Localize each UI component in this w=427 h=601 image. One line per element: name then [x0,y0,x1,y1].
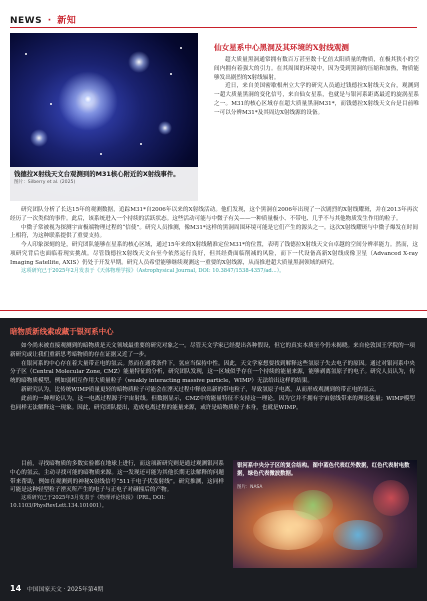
article1-paragraph-5: 今人印象深刻的是，研究团队能够在星系的核心区域，通过15年来的X射线精准定位M31*的位置，表明了钱德拉X射线天文台卓越的空间分辨率能力。然而，这项研究背后也面临着现实挑战。尽管钱德拉X射线天文台至今依然运行良好，但其经费面临削减的风险，而下一代设备高新X射线成像卫星（Advanced X-ray Imaging Satellite, AXIS）仍处于开发早期。研究人员希望能够继续观测这一重要的X射线源，从而推进超大质量黑洞领域的研究。 [10,242,418,266]
article2-image-credit: 图片：NASA [237,485,263,490]
article2-paragraph-1: 如今尚未被直接观测到的暗物质是天文领域最重要的研究对象之一。尽管天文学家已经提出各种假设，但它的真实本质至今仍未揭晓。来自伦敦国王学院的一项新研究或让我们重新思考暗物质的存在证据又近了一步。 [10,343,415,358]
header-news-label: NEWS [10,16,43,26]
page-number: 14 [10,584,22,593]
article2-paragraph-4: 此前的一种理论认为，这一电离过程源于宇宙射线。但数据显示，CMZ中的能量特征不支持这一理论，因为它并不拥有宇宙射线带来的理论能量；WIMP模型也同样无法解释这一现象。因此，研究团队提出，造成电离过程的能量来源，或许是暗物质粒子本身，也就是WIMP。 [10,395,415,411]
article2-source: 这项研究已于2025年3月发表于《物理评论快报》（PRL, DOI: 10.1103/PhysRevLett.134.101001）。 [10,495,166,510]
article1-title: 仙女星系中心黑洞及其环境的X射线观测 [214,43,349,52]
article1-image [10,33,198,201]
article2-image [233,460,417,568]
article2-image-caption: 银河系中央分子区的复合结构。图中蓝色代表红外数据，红色代表射电数据，绿色代表微波数据。 [237,463,410,477]
article2-title: 暗物质新线索或藏于银河系中心 [10,327,114,336]
article1-paragraph-2: 近日，来自美国密歇根州立大学的研究人员通过钱德拉X射线天文台，观测到一超大质量黑洞的变化信号，来自仙女星系，也就是与银河系距离最近的旋涡星系之一。M31的核心区域存在超大质量黑洞M31*，而钱德拉X射线天文台是目前唯一可以分辨M31*及其周边X射线源的设备。 [214,83,419,116]
page-footer [10,584,103,593]
header-section-label: 新知 [57,16,77,26]
article-divider [0,310,427,311]
header-rule [10,27,417,28]
section-header [10,13,76,25]
article2-paragraph-5: 目前，寻找暗物质的多数实验都在地球上进行，而这项新研究则是通过观测银河系中心的氢云，主动寻找可能的暗物质来源。这一发现还可能为其他长期无法解释的问题带来帮助，例如在观测到的神秘X射线信号“511千电子伏发射线”。研究推测，这同样可能是这种轻型粒子湮灭所产生的电子与正电子对碰撞后的产物。 [10,461,224,494]
article2-body-left [10,460,224,511]
article1-column-right [214,56,419,118]
article1-paragraph-1: 超大质量黑洞通常拥有数百万甚至数十亿倍太阳质量的物质，在极其狭小的空间内拥有着强大的引力。在其周围的环境中，因为受到黑洞的压缩和加热，物质能够发出剧烈的X射线辐射。 [214,57,419,81]
article1-image-caption [10,167,198,201]
article1-body-full [10,206,418,276]
article2-paragraph-3: 新研究认为，比传统WIMP质量更轻的暗物质粒子可能会在湮灭过程中释放出新的带电粒子，导致氢原子电离，从而形成观测到的带正电的氢云。 [21,387,380,394]
article1-paragraph-4: 中微子常被视为探测宇宙极端物理过程的“信使”。研究人员推测，像M31*这样的黑洞周围环境可能是它们产生的源头之一。这次X射线耀斑与中微子爆发在时间上相符，为这种联系提供了重要支持。 [10,224,418,240]
article2-paragraph-2: 在银河系的中心存在着大量带正电的氢云。然而在通常条件下，氢应当保持中性。因此，天文学家想要找到解释这些氢原子失去电子的原因。通过对银河系中央分子区（Central Molecular Zone, CMZ）能量特征的分析，研究团队发现，这一区域似乎存在一个持续的能量来源，能够剥离氢原子的电子。研究人员认为，传统的暗物质模型，例如弱相互作用大质量粒子（weakly interacting massive particle，WIMP）无法给出这样的结果。 [10,360,415,385]
article2-body-full [10,342,415,413]
publication-name: 中国国家天文 · 2025年第4期 [26,587,104,593]
article1-source: 这项研究已于2025年2月发表于《天体物理学报》（Astrophysical Journal, DOI: 10.3847/1538-4357/ad...）。 [21,267,285,274]
article1-paragraph-3: 研究团队分析了长达15年的观测数据，追踪M31*自2006年以来的X射线活动。他们发现，这个黑洞在2006年出现了一次剧烈的X射线耀斑，并在2013年再次经历了一次类似的事件。此后，该系统进入一个持续的活跃状态。这些活动可能与中微子有关——一种质量极小、不带电、几乎不与其他物质发生作用的粒子。 [10,207,418,222]
header-separator: · [47,16,52,26]
article1-caption-text: 钱德拉X射线天文台观测到的M31核心附近的X射线事件。 [14,170,180,178]
article1-caption-credit: 图片：Silberry et al. (2025) [14,180,76,186]
